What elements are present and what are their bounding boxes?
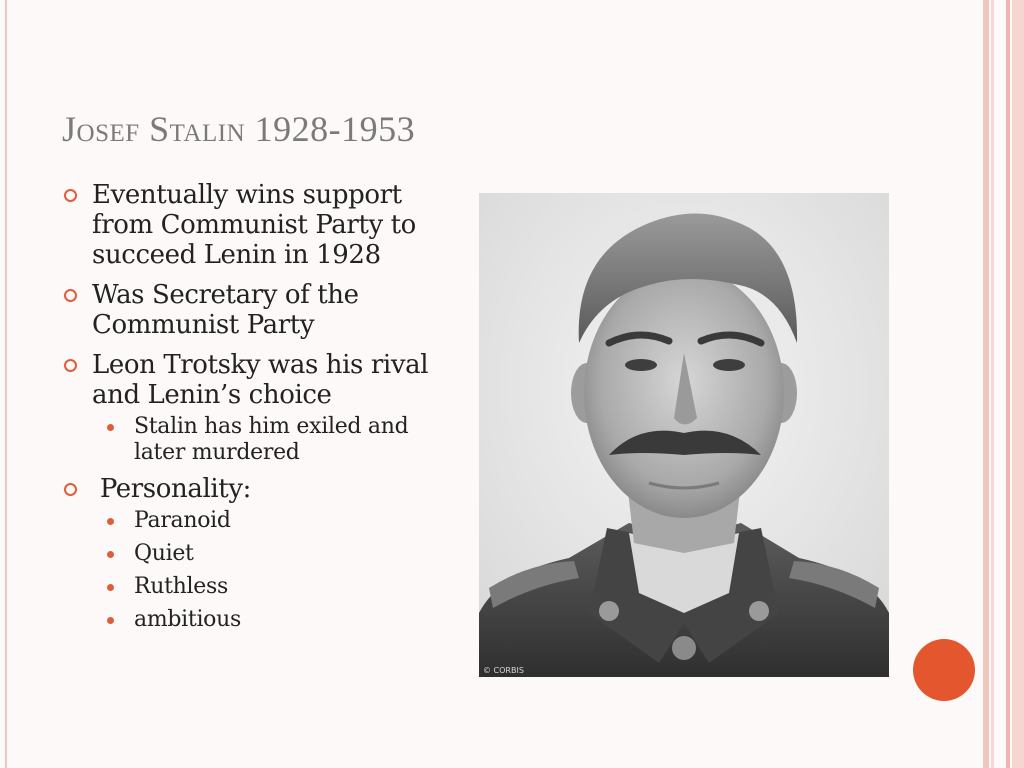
bullet-item <box>62 180 462 270</box>
ring-bullet-icon <box>64 483 77 496</box>
dot-bullet-icon <box>107 551 114 558</box>
bullet-item <box>62 280 462 340</box>
bullet-item <box>62 350 462 410</box>
decorative-orange-circle <box>913 639 975 701</box>
bullet-text: Eventually wins support from Communist Party to succeed Lenin in 1928 <box>92 180 416 270</box>
sub-bullet-item <box>102 574 462 600</box>
dot-bullet-icon <box>107 518 114 525</box>
dot-bullet-icon <box>107 424 114 431</box>
sub-bullet-item <box>102 607 462 633</box>
decorative-stripe <box>991 0 994 768</box>
sub-bullet-text: Stalin has him exiled and later murdered <box>134 414 409 465</box>
decorative-stripe <box>1006 0 1010 768</box>
sub-bullet-item <box>102 414 462 466</box>
dot-bullet-icon <box>107 584 114 591</box>
left-border-line <box>5 0 7 768</box>
sub-bullet-text: Paranoid <box>134 508 231 533</box>
sub-bullet-item <box>102 541 462 567</box>
ring-bullet-icon <box>64 189 77 202</box>
sub-bullet-text: ambitious <box>134 607 241 632</box>
sub-bullet-list <box>62 508 462 633</box>
dot-bullet-icon <box>107 617 114 624</box>
portrait-photo <box>479 193 889 677</box>
decorative-stripe <box>983 0 989 768</box>
sub-bullet-text: Ruthless <box>134 574 228 599</box>
bullet-item <box>62 474 462 504</box>
slide-title: Josef Stalin 1928-1953 <box>62 109 416 149</box>
ring-bullet-icon <box>64 289 77 302</box>
bullet-text: Leon Trotsky was his rival and Lenin’s choice <box>92 350 429 410</box>
bullet-text: Was Secretary of the Communist Party <box>92 280 359 340</box>
sub-bullet-item <box>102 508 462 534</box>
portrait-illustration <box>479 193 889 677</box>
ring-bullet-icon <box>64 359 77 372</box>
bullet-text: Personality: <box>92 474 251 504</box>
bullet-list <box>62 180 462 641</box>
decorative-stripe <box>1012 0 1024 768</box>
sub-bullet-text: Quiet <box>134 541 194 566</box>
sub-bullet-list <box>62 414 462 466</box>
photo-credit: © CORBIS <box>483 666 524 675</box>
